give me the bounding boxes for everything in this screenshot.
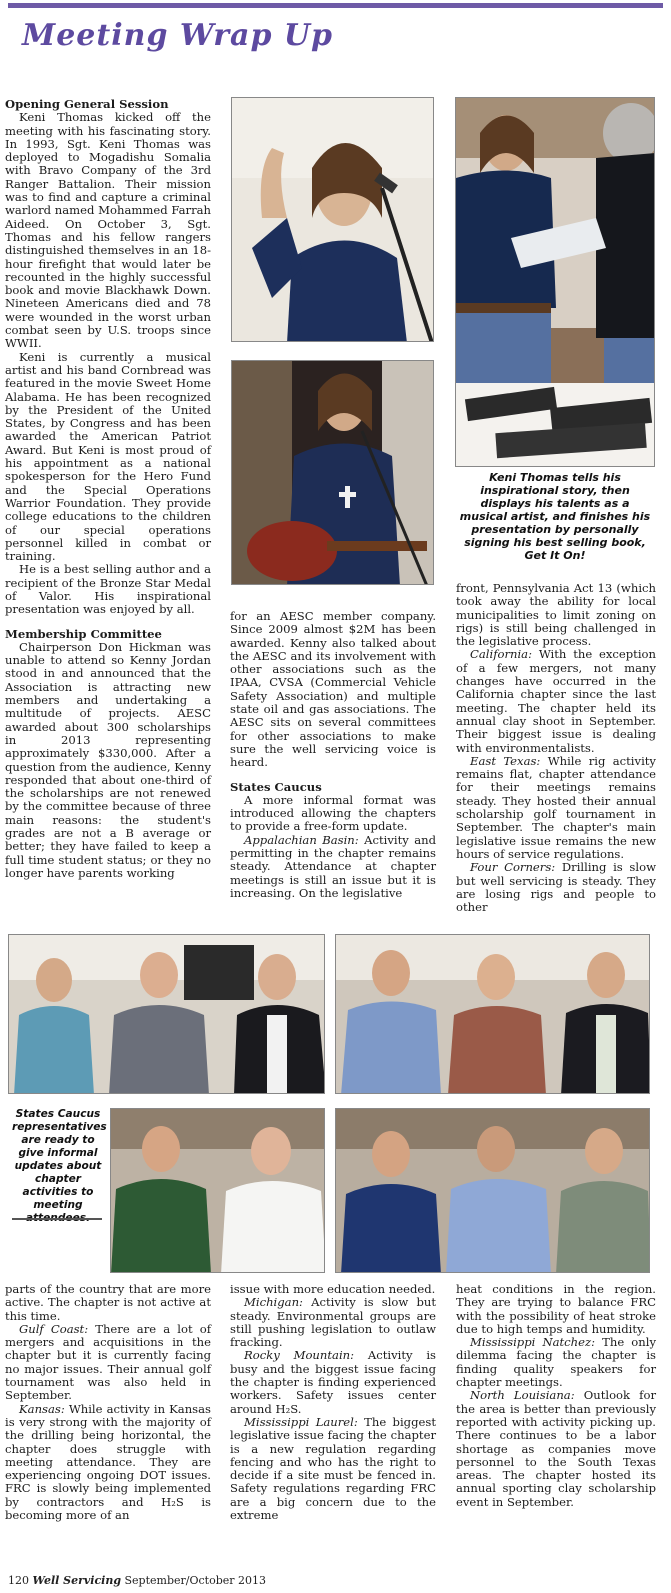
paragraph-appalachian [230,834,436,900]
keni-photos-caption: Keni Thomas tells his inspirational story, then displays his talents as a musical artist, and finishes his presentation by personally signing his best selling book, Get It On! [459,471,651,562]
heading-states-caucus: States Caucus [230,779,322,794]
paragraph-text: Activity is slow but steady. Environmental groups are still pushing legislation to outlaw fracking. [230,1295,436,1350]
paragraph: parts of the country that are more active. The chapter is not active at this time. [5,1282,211,1323]
article-column-2 [230,610,436,900]
paragraph: front, Pennsylvania Act 13 (which took away the ability for local municipalities to limit zoning on rigs) is still being challenged in the legislative process. [456,581,656,649]
photo-keni-signing [455,97,655,467]
group-photo-1 [8,934,325,1094]
paragraph-east-texas [456,755,656,861]
paragraph-text: The biggest legislative issue facing the chapter is a new regulation regarding fencing and who has the right to decide if a site must be fenced in. Safety regulations regarding FRC are a big concern due to the extreme [230,1414,436,1523]
photo-keni-guitar [231,360,434,585]
chapter-label-east-texas: East Texas: [470,753,541,768]
page-number: 120 [8,1574,29,1587]
paragraph-mississippi-natchez [456,1336,656,1389]
paragraph: issue with more education needed. [230,1282,436,1296]
chapter-label-rocky-mountain: Rocky Mountain: [244,1348,355,1363]
paragraph-kansas [5,1403,211,1523]
paragraph-text: Outlook for the area is better than previously reported with activity picking up. There continues to be a labor shortage as companies move personnel to the South Texas areas. The chapter hosted its annual sporting clay scholarship event in September. [456,1388,656,1509]
article-bottom-column-2 [230,1283,436,1522]
keni-signing-image [456,98,655,467]
paragraph-text: While activity in Kansas is very strong with the majority of the drilling being horizontal, the chapter does struggle with meeting attendance. They are experiencing ongoing DOT issues. FRC is slowly being implemented by contractors and H₂S is becoming more of an [5,1401,211,1523]
group-photo-4 [335,1108,650,1273]
paragraph-four-corners [456,861,656,914]
paragraph-text: The only dilemma facing the chapter is finding quality speakers for chapter meetings. [456,1335,656,1390]
magazine-name: Well Servicing [32,1574,122,1587]
paragraph-text: With the exception of a few mergers, not many changes have occurred in the California chapter since the last meeting. The chapter held its annual clay shoot in September. Their biggest issue is dealing with environmentalists. [456,647,656,755]
photo-keni-speaking [231,97,434,342]
paragraph: Chairperson Don Hickman was unable to attend so Kenny Jordan stood in and announced that the Association is attracting new members and undertaking a multitude of projects. AESC awarded about 300 scholarships in 2013 representing approximately $330,000. After a question from the audience, Kenny responded that about one-third of the scholarships are not renewed by the committee because of three main reasons: the student's grades are not a B average or better; they have failed to keep a full time student status; or they no longer have parents working [5,639,211,880]
article-bottom-column-3 [456,1283,656,1509]
paragraph-text: While rig activity remains flat, chapter attendance for their meetings remains steady. They hosted their annual scholarship golf tournament in September. The chapter's main legislative issue remains the new hours of service regulations. [456,753,656,861]
paragraph: Keni Thomas kicked off the meeting with his fascinating story. In 1993, Sgt. Keni Thomas was deployed to Mogadishu Somalia with Bravo Company of the 3rd Ranger Battalion. Their mission was to find and capture a criminal warlord named Mohammed Farrah Aideed. On October 3, Sgt. Thomas and his fellow rangers distinguished themselves in an 18-hour firefight that would later be recounted in the highly successful book and movie Blackhawk Down. Nineteen Americans died and 78 were wounded in the worst urban combat seen by U.S. troops since WWII. [5,110,211,351]
caption-rule [12,1218,102,1220]
chapter-label-appalachian: Appalachian Basin: [244,832,359,847]
heading-membership-committee: Membership Committee [5,626,162,641]
page-footer [8,1574,266,1587]
keni-speaking-image [232,98,434,342]
paragraph: for an AESC member company. Since 2009 almost $2M has been awarded. Kenny also talked about the AESC and its involvement with other associations such as the IPAA, CVSA (Commercial Vehicle Safety Association) and multiple state oil and gas associations. The AESC sits on several committees for other associations to make sure the well servicing voice is heard. [230,609,436,770]
chapter-label-kansas: Kansas: [19,1401,65,1416]
group-photo-1-image [9,935,325,1094]
article-bottom-column-1 [5,1283,211,1522]
issue-date: September/October 2013 [124,1574,267,1587]
group-photo-3 [110,1108,325,1273]
group-photo-2 [335,934,650,1094]
paragraph-text: Activity and permitting in the chapter remains steady. Attendance at chapter meetings is still an issue but it is increasing. On the legislative [230,832,436,900]
chapter-label-gulf-coast: Gulf Coast: [19,1321,89,1336]
chapter-label-mississippi-laurel: Mississippi Laurel: [244,1414,358,1429]
group-photo-2-image [336,935,650,1094]
chapter-label-mississippi-natchez: Mississippi Natchez: [470,1335,596,1350]
paragraph: He is a best selling author and a recipient of the Bronze Star Medal of Valor. His inspirational presentation was enjoyed by all. [5,562,211,617]
paragraph: Keni is currently a musical artist and his band Cornbread was featured in the movie Sweet Home Alabama. He has been recognized by the President of the United States, by Congress and has been awarded the American Patriot Award. But Keni is most proud of his appointment as a national spokesperson for the Hero Fund and the Special Operations Warrior Foundation. They provide college educations to the children of our special operations personnel killed in combat or training. [5,349,211,564]
paragraph-michigan [230,1296,436,1349]
article-column-3 [456,582,656,914]
paragraph-gulf-coast [5,1323,211,1403]
top-accent-rule [8,3,663,8]
paragraph-north-louisiana [456,1389,656,1509]
paragraph-california [456,648,656,754]
paragraph: heat conditions in the region. They are trying to balance FRC with the possibility of heat stroke due to high temps and humidity. [456,1282,656,1336]
heading-opening-session: Opening General Session [5,97,169,111]
chapter-label-california: California: [470,647,533,662]
paragraph-text: Activity is busy and the biggest issue facing the chapter is finding experienced workers. Safety issues center around H₂S. [230,1348,436,1416]
chapter-label-michigan: Michigan: [244,1295,303,1310]
group-photo-4-image [336,1109,650,1273]
paragraph-text: There are a lot of mergers and acquisitions in the chapter but it is currently facing no major issues. Their annual golf tournament was also held in September. [5,1321,211,1403]
paragraph-rocky-mountain [230,1349,436,1415]
paragraph: A more informal format was introduced allowing the chapters to provide a free-form update. [230,792,436,834]
states-caucus-caption: States Caucus representatives are ready to give informal updates about chapter activities to meeting [12,1108,107,1211]
chapter-label-four-corners: Four Corners: [470,860,556,875]
article-column-1 [5,98,211,880]
keni-guitar-image [232,361,434,585]
group-photo-3-image [111,1109,325,1273]
paragraph-mississippi-laurel [230,1416,436,1522]
section-title: Meeting Wrap Up [22,18,334,53]
paragraph-text: Drilling is slow but well servicing is steady. They are losing rigs and people to other [456,860,656,915]
chapter-label-north-louisiana: North Louisiana: [470,1388,575,1403]
